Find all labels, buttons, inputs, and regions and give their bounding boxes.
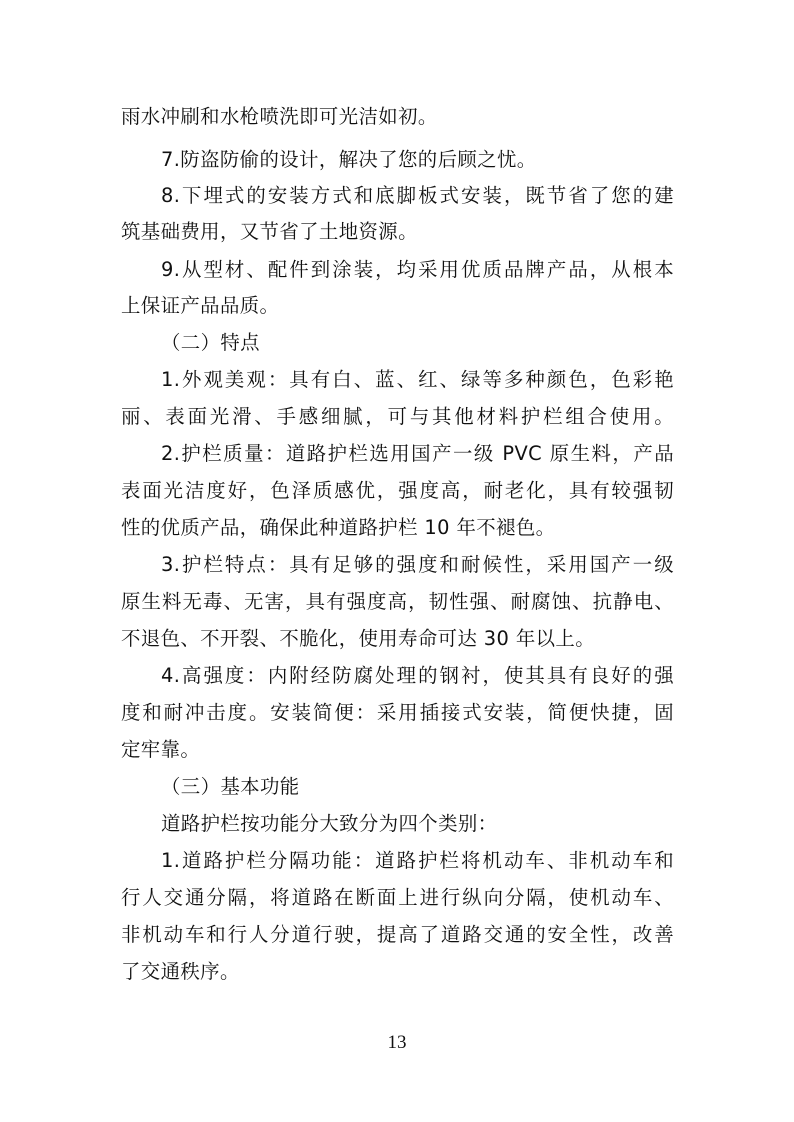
text-line-9: 丽、表面光滑、手感细腻，可与其他材料护栏组合使用。 <box>121 405 674 428</box>
page-number: 13 <box>387 1032 407 1053</box>
text-line-13: 3.护栏特点：具有足够的强度和耐候性，采用国产一级 <box>161 553 674 576</box>
text-line-21: 1.道路护栏分隔功能：道路护栏将机动车、非机动车和 <box>161 849 674 872</box>
text-line-15: 不退色、不开裂、不脆化，使用寿命可达 30 年以上。 <box>121 627 595 650</box>
text-line-22: 行人交通分隔，将道路在断面上进行纵向分隔，使机动车、 <box>121 886 674 909</box>
text-line-20: 道路护栏按功能分大致分为四个类别： <box>161 812 498 835</box>
text-line-4: 筑基础费用，又节省了土地资源。 <box>121 220 418 243</box>
text-line-24: 了交通秩序。 <box>121 960 240 983</box>
section-heading-features: （二）特点 <box>161 331 260 354</box>
text-line-10: 2.护栏质量：道路护栏选用国产一级 PVC 原生料，产品 <box>161 442 674 465</box>
text-line-14: 原生料无毒、无害，具有强度高，韧性强、耐腐蚀、抗静电、 <box>121 590 674 613</box>
text-line-16: 4.高强度：内附经防腐处理的钢衬，使其具有良好的强 <box>161 664 674 687</box>
text-line-8: 1.外观美观：具有白、蓝、红、绿等多种颜色，色彩艳 <box>161 368 674 391</box>
text-line-1: 雨水冲刷和水枪喷洗即可光洁如初。 <box>121 105 438 128</box>
text-line-17: 度和耐冲击度。安装简便：采用插接式安装，简便快捷，固 <box>121 701 674 724</box>
text-line-2: 7.防盗防偷的设计，解决了您的后顾之忧。 <box>161 148 537 171</box>
section-heading-basic-functions: （三）基本功能 <box>161 775 300 798</box>
text-line-12: 性的优质产品，确保此种道路护栏 10 年不褪色。 <box>121 516 556 539</box>
text-line-11: 表面光洁度好，色泽质感优，强度高，耐老化，具有较强韧 <box>121 479 674 502</box>
text-line-23: 非机动车和行人分道行驶，提高了道路交通的安全性，改善 <box>121 923 674 946</box>
text-line-3: 8.下埋式的安装方式和底脚板式安装，既节省了您的建 <box>161 184 674 207</box>
text-line-18: 定牢靠。 <box>121 738 201 761</box>
text-line-5: 9.从型材、配件到涂装，均采用优质品牌产品，从根本 <box>161 258 674 281</box>
text-line-6: 上保证产品品质。 <box>121 294 280 317</box>
